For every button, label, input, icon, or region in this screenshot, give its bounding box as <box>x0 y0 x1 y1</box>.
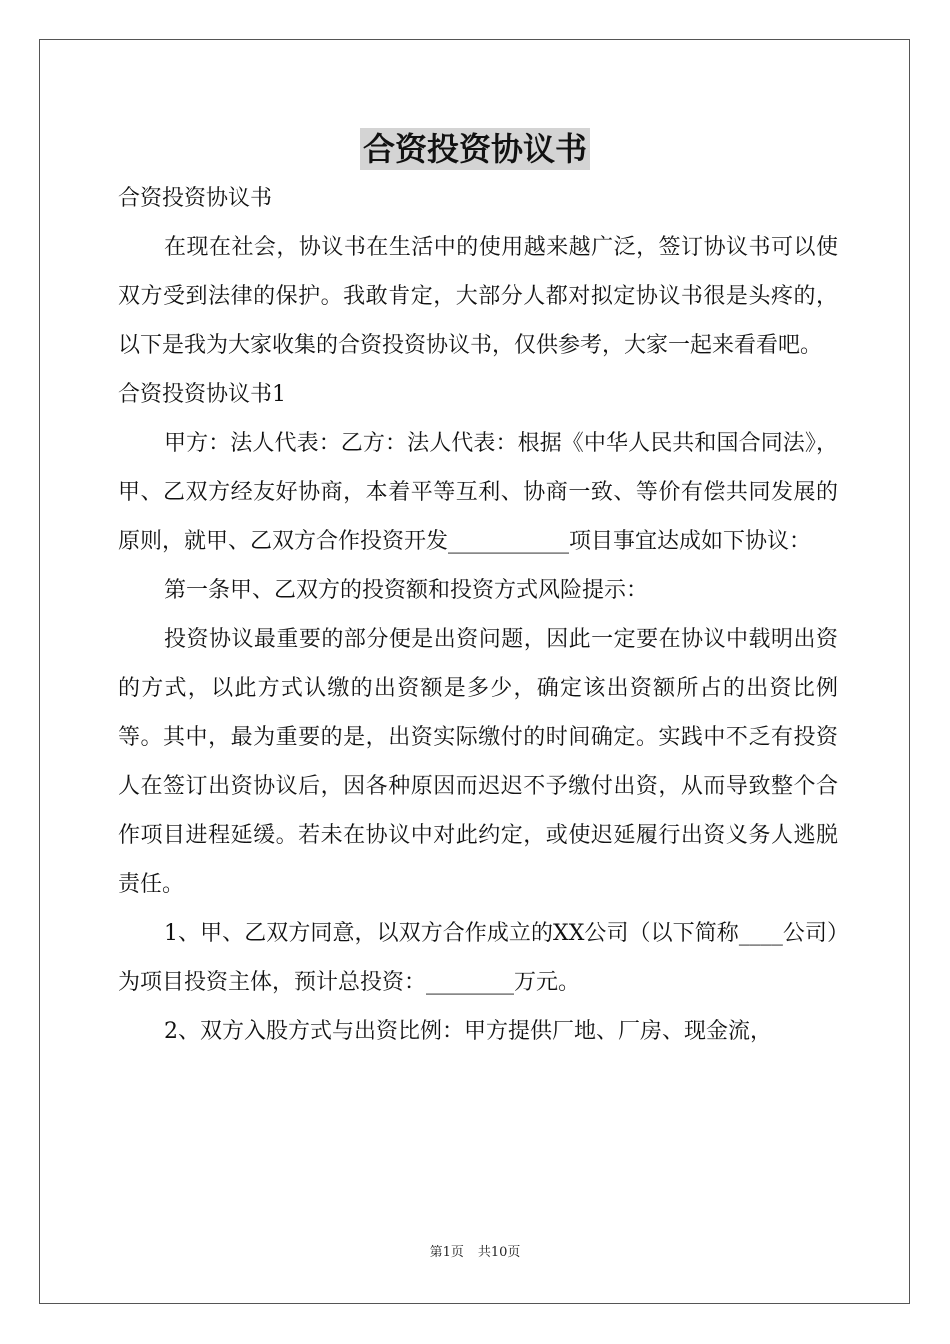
paragraph-7: 2、双方入股方式与出资比例：甲方提供厂地、厂房、现金流， <box>164 1019 772 1044</box>
page-footer <box>0 1244 950 1262</box>
document-title: 合资投资协议书 <box>360 128 590 170</box>
paragraph-1: 在现在社会，协议书在生活中的使用越来越广泛，签订协议书可以使双方受到法律的保护。我敢肯定，大部分人都对拟定协议书很是头疼的，以下是我为大家收集的合资投资协议书，仅供参考，大家一起来看看吧。 <box>118 235 838 358</box>
document-title-wrapper <box>0 128 950 170</box>
paragraph-2: 合资投资协议书1 <box>118 382 286 407</box>
paragraph-5: 投资协议最重要的部分便是出资问题，因此一定要在协议中载明出资的方式，以此方式认缴的出资额是多少，确定该出资额所占的出资比例等。其中，最为重要的是，出资实际缴付的时间确定。实践中不乏有投资人在签订出资协议后，因各种原因而迟迟不予缴付出资，从而导致整个合作项目进程延缓。若未在协议中对此约定，或使迟延履行出资义务人逃脱责任。 <box>118 627 838 897</box>
paragraph-0: 合资投资协议书 <box>118 186 273 211</box>
page-total: 共10页 <box>477 1245 521 1260</box>
page-number: 第1页 <box>429 1245 464 1260</box>
paragraph-4: 第一条甲、乙双方的投资额和投资方式风险提示： <box>164 578 649 603</box>
document-body <box>118 174 838 1056</box>
paragraph-3: 甲方：法人代表：乙方：法人代表：根据《中华人民共和国合同法》，甲、乙双方经友好协商，本着平等互利、协商一致、等价有偿共同发展的原则，就甲、乙双方合作投资开发___________项目事宜达成如下协议： <box>118 431 838 554</box>
paragraph-6: 1、甲、乙双方同意，以双方合作成立的XX公司（以下简称____公司）为项目投资主体，预计总投资：________万元。 <box>118 921 838 995</box>
